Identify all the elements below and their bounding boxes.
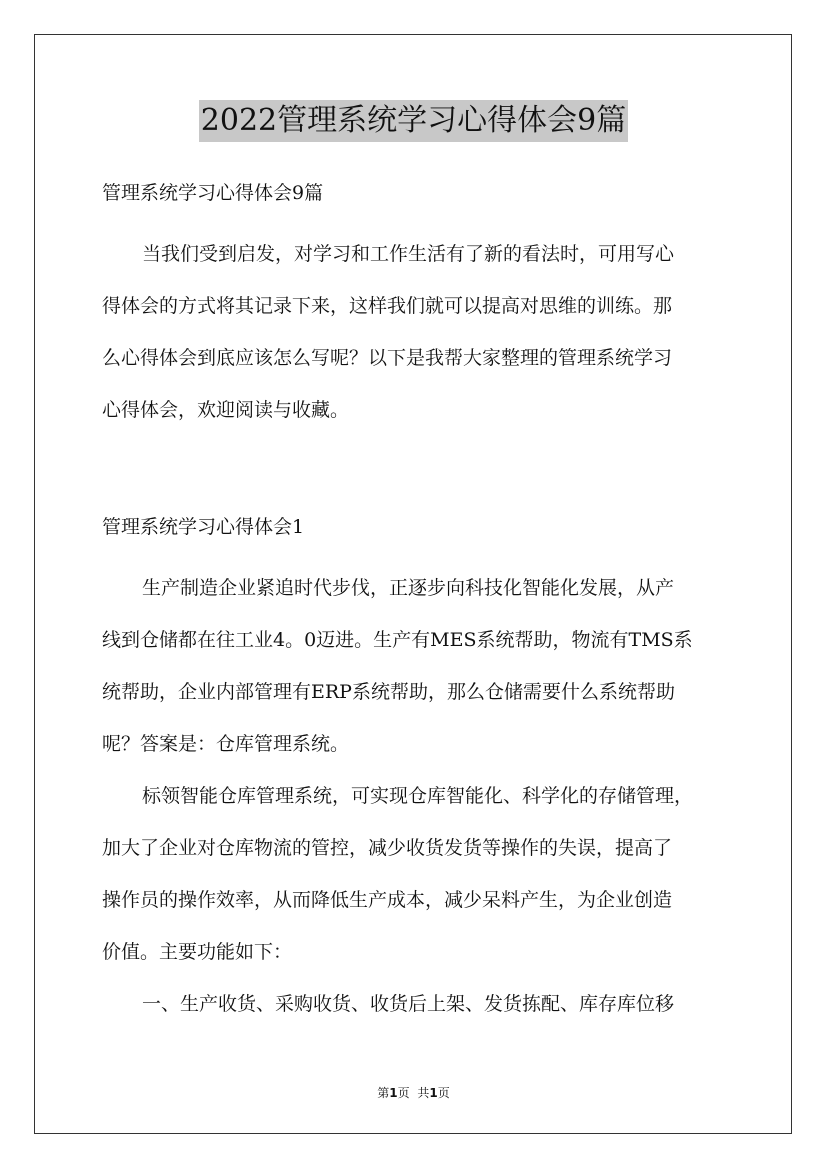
total-label-prefix: 共 xyxy=(417,1086,430,1100)
page-number: 1 xyxy=(389,1086,398,1100)
paragraph-line: 标领智能仓库管理系统，可实现仓库智能化、科学化的存储管理， xyxy=(142,785,694,807)
paragraph-line: 一、生产收货、采购收货、收货后上架、发货拣配、库存库位移 xyxy=(142,993,675,1015)
paragraph-line: 么心得体会到底应该怎么写呢？以下是我帮大家整理的管理系统学习 xyxy=(102,347,673,369)
section1-paragraph-3 xyxy=(102,978,732,1030)
paragraph-line: 当我们受到启发，对学习和工作生活有了新的看法时，可用写心 xyxy=(142,243,675,265)
total-label-suffix: 页 xyxy=(437,1086,450,1100)
paragraph-line: 生产制造企业紧追时代步伐，正逐步向科技化智能化发展，从产 xyxy=(142,577,675,599)
document-title: 2022管理系统学习心得体会9篇 xyxy=(199,100,628,142)
paragraph-line: 心得体会，欢迎阅读与收藏。 xyxy=(102,399,350,421)
section1-paragraph-2 xyxy=(102,770,732,978)
paragraph-line: 得体会的方式将其记录下来，这样我们就可以提高对思维的训练。那 xyxy=(102,295,673,317)
page-label-prefix: 第 xyxy=(377,1086,390,1100)
section1-paragraph-1 xyxy=(102,562,732,770)
page-label-suffix: 页 xyxy=(397,1086,410,1100)
paragraph-line: 加大了企业对仓库物流的管控，减少收货发货等操作的失误，提高了 xyxy=(102,837,673,859)
total-pages: 1 xyxy=(429,1086,438,1100)
paragraph-line: 呢？答案是：仓库管理系统。 xyxy=(102,733,350,755)
paragraph-line: 价值。主要功能如下： xyxy=(102,941,293,963)
page-footer xyxy=(0,1084,827,1101)
paragraph-line: 操作员的操作效率，从而降低生产成本，减少呆料产生，为企业创造 xyxy=(102,889,673,911)
intro-paragraph xyxy=(102,228,732,436)
title-area xyxy=(0,100,827,142)
document-body xyxy=(102,178,732,1030)
section-heading: 管理系统学习心得体会1 xyxy=(102,516,305,538)
document-heading: 管理系统学习心得体会9篇 xyxy=(102,182,324,204)
paragraph-line: 统帮助，企业内部管理有ERP系统帮助，那么仓储需要什么系统帮助 xyxy=(102,681,675,703)
paragraph-line: 线到仓储都在往工业4。0迈进。生产有MES系统帮助，物流有TMS系 xyxy=(102,629,693,651)
